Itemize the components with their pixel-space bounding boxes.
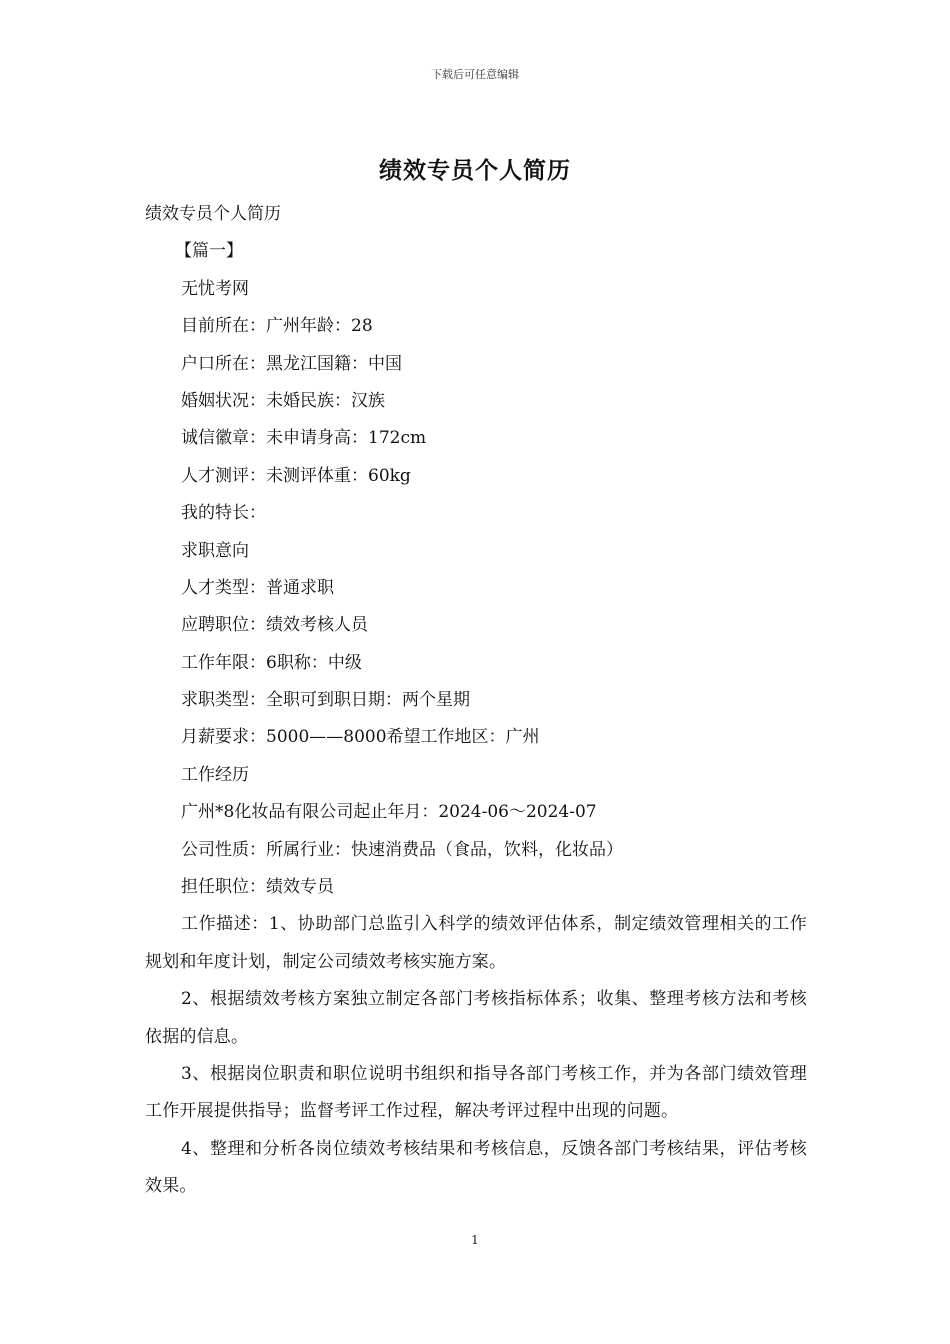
info-position-held: 担任职位：绩效专员 [181,877,334,898]
header-note: 下载后可任意编辑 [431,68,519,81]
info-location-age: 目前所在：广州年龄：28 [181,316,373,337]
info-applied-position: 应聘职位：绩效考核人员 [181,615,368,636]
work-description-paragraph: 2、根据绩效考核方案独立制定各部门考核指标体系；收集、整理考核方法和考核依据的信息。 [145,989,807,1047]
page-number: 1 [471,1233,479,1247]
info-salary-location: 月薪要求：5000——8000希望工作地区：广州 [181,727,540,748]
work-description-paragraph: 4、整理和分析各岗位绩效考核结果和考核信息，反馈各部门考核结果，评估考核效果。 [145,1138,807,1197]
info-company-industry: 公司性质：所属行业：快速消费品（食品，饮料，化妆品） [181,839,623,860]
body-subtitle: 绩效专员个人简历 [145,204,281,224]
document-title: 绩效专员个人简历 [379,157,571,184]
source-line: 无忧考网 [181,278,249,299]
work-description-paragraph: 工作描述：1、协助部门总监引入科学的绩效评估体系，制定绩效管理相关的工作规划和年度计划，制定公司绩效考核实施方案。 [145,914,807,972]
info-specialty: 我的特长： [181,503,266,524]
info-job-type-availability: 求职类型：全职可到职日期：两个星期 [181,690,470,711]
info-talent-type: 人才类型：普通求职 [181,577,334,598]
document-body [145,196,807,1206]
info-company-period: 广州*8化妆品有限公司起止年月：2024-06～2024-07 [181,802,597,823]
info-hukou-nationality: 户口所在：黑龙江国籍：中国 [181,353,402,374]
info-assessment-weight: 人才测评：未测评体重：60kg [181,465,411,486]
info-marital-ethnicity: 婚姻状况：未婚民族：汉族 [181,390,385,411]
section-label: 【篇一】 [175,241,243,262]
info-badge-height: 诚信徽章：未申请身高：172cm [181,428,427,449]
work-description-paragraph: 3、根据岗位职责和职位说明书组织和指导各部门考核工作，并为各部门绩效管理工作开展提供指导；监督考评工作过程，解决考评过程中出现的问题。 [145,1064,807,1122]
heading-work-experience: 工作经历 [181,764,249,785]
heading-job-intention: 求职意向 [181,540,249,561]
info-years-title: 工作年限：6职称：中级 [181,652,362,673]
